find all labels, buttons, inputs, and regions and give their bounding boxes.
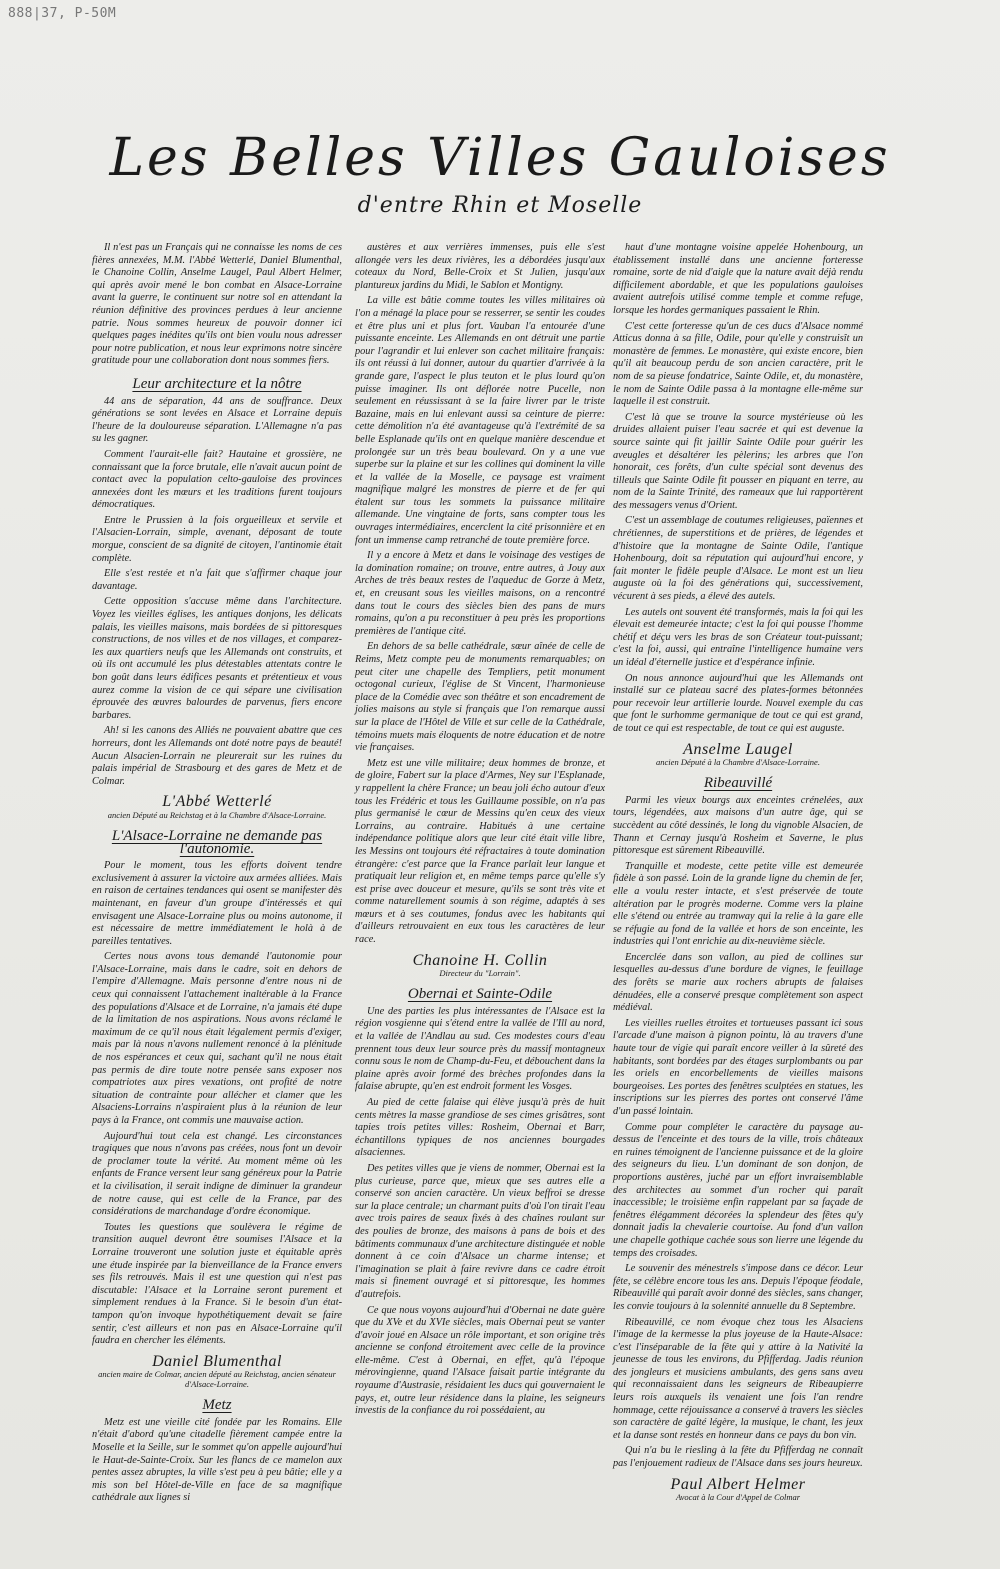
paragraph: Les vieilles ruelles étroites et tortueuses passant ici sous l'arcade d'une maison à pignon pointu, là au travers d'une haute tour de vigie qui paraît encore veiller à la sûreté des habitants, sont bordées par des étages surplombants ou par les oriels en encorbellements de vieilles maisons bourgeoises. Les portes des fenêtres sculptées en statues, les inscriptions sur les pierres des portes ont conservé l'âme d'un passé lointain. bbox=[613, 1017, 863, 1117]
paragraph: Le souvenir des ménestrels s'impose dans ce décor. Leur fête, se célèbre encore tous les ans. Depuis l'époque féodale, Ribeauvillé qui paraît avoir donné des siècles, sans changer, les convie toujours à la solennité annuelle du 8 Septembre. bbox=[613, 1263, 863, 1312]
sainte-odile-article bbox=[613, 242, 863, 736]
paragraph: Metz est une vieille cité fondée par les Romains. Elle n'était d'abord qu'une citadelle fièrement campée entre la Moselle et la Seille, sur le sommet qu'on appelle aujourd'hui le Haut-de-Sainte-Croix. Sur les flancs de ce mamelon aux pentes assez abruptes, la ville s'est peu à peu bâtie; elle y a mis son bel Hôtel-de-Ville en face de sa magnifique cathédrale aux lignes si bbox=[92, 1416, 342, 1504]
paragraph: C'est un assemblage de coutumes religieuses, païennes et chrétiennes, de superstitions et de prières, de légendes et d'histoire que la montagne de Sainte Odile, l'antique Hohenbourg, doit sa réputation qui aujourd'hui encore, y fait monter le fidèle peuple d'Alsace. Le mont est un lieu auguste où la foi des générations qui, successivement, vécurent à ses pieds, a élevé des autels. bbox=[613, 515, 863, 603]
signature-blumenthal: Daniel Blumenthal bbox=[152, 1352, 282, 1370]
intro-paragraph: Il n'est pas un Français qui ne connaisse les noms de ces fières annexées, M.M. l'Abbé Wetterlé, Daniel Blumenthal, le Chanoine Collin, Anselme Laugel, Paul Albert Helmer, qui après avoir mené le bon combat en Alsace-Lorraine avant la guerre, le continuent sur notre sol en attendant la réunion définitive des provinces perdues à leur ancienne patrie. Nous sommes heureux de pouvoir donner ici quelques pages inédites qu'ils ont bien voulu nous adresser pour notre publication, et nous leur exprimons notre sincère gratitude pour une collaboration dont nous sommes fiers. bbox=[92, 242, 342, 367]
section-heading-autonomie: L'Alsace-Lorraine ne demande pas l'autonomie. bbox=[111, 827, 323, 857]
paragraph: Ribeauvillé, ce nom évoque chez tous les Alsaciens l'image de la kermesse la plus joyeuse de la Haute-Alsace: c'est l'inséparable de la fête qui y attire à la Nativité la jeunesse de tous les environs, du Pfifferdag. Jadis réunion des jongleurs et musiciens ambulants, des gens sans aveu qui reconnaissaient dans les seigneurs de Ribeaupierre leurs rois auxquels ils venaient une fois l'an rendre hommage, cette réjouissance a conservé à travers les siècles son caractère de gaîté légère, la musique, le chant, les jeux et la danse sont restés en honneur dans ce pays du bon vin. bbox=[613, 1316, 863, 1441]
column-2 bbox=[355, 242, 605, 1457]
page-subtitle: d'entre Rhin et Moselle bbox=[357, 193, 643, 218]
paragraph: Tranquille et modeste, cette petite ville est demeurée fidèle à son passé. Loin de la grande ligne du chemin de fer, elle a voulu rester intacte, et s'est préservée de toute altération par le progrès moderne. Comme vers la plaine elle s'étend ou entrée au tramway qui la relie à la gare elle se réfugie au fond de la vallée et hors de son enceinte, les industries qui l'ont enrichie au dix-neuvième siècle. bbox=[613, 860, 863, 948]
obernai-article bbox=[355, 1006, 605, 1418]
column-1 bbox=[92, 242, 342, 1504]
signature-role: ancien Député à la Chambre d'Alsace-Lorraine. bbox=[656, 757, 820, 768]
signature-role: ancien Député au Reichstag et à la Chambre d'Alsace-Lorraine. bbox=[107, 809, 327, 820]
signature-collin: Chanoine H. Collin bbox=[412, 951, 548, 969]
signature-role: Avocat à la Cour d'Appel de Colmar bbox=[675, 1492, 801, 1503]
metz-article bbox=[355, 242, 605, 947]
paragraph: Certes nous avons tous demandé l'autonomie pour l'Alsace-Lorraine, mais dans le cadre, soit en dehors de l'empire d'Allemagne. Mais personne d'entre nous ni de ceux qui connaissent l'attachement inaltérable à la France des populations d'Alsace et de Lorraine, n'a jamais été dupe de la limitation de nos aspirations. Nous avons réclamé le maximum de ce qu'il nous était légalement permis d'exiger, mais par là nous n'avons nullement renoncé à la plénitude de nos espérances et ceux qui, sachant qu'il ne nous était pas permis de dire toute notre pensée sans exposer nos compatriotes aux pires vexations, ont profité de notre situation de contrainte pour allécher et clamer que les Alsaciens-Lorrains n'aspiraient plus à la réunion de leur pays à la France, ont commis une mauvaise action. bbox=[92, 951, 342, 1126]
paragraph: Metz est une ville militaire; deux hommes de bronze, et de gloire, Fabert sur la place d'Armes, Ney sur l'Esplanade, y rappellent la chère France; un beau joli écho autour d'eux tous les Frédéric et tous les Guillaume possible, on n'a pas plus germanisé le cœur de Messins qu'en ceux des vieux Lorrains, au contraire. Habitués à une certaine indépendance politique alors que leur cité était ville libre, les Messins ont toujours été réfractaires à toute domination étrangère: c'est parce que la France parlait leur langue et pratiquait leur religion et, en même temps parce qu'elle s'y est prise avec douceur et mesure, qu'ils se sont très vite et comme naturellement soumis à son régime, adaptés à ses mœurs et à ses coutumes, fondus avec les habitants qui d'ailleurs retrouvaient en eux tous les caractères de leur race. bbox=[355, 757, 605, 946]
paragraph: C'est cette forteresse qu'un de ces ducs d'Alsace nommé Atticus donna à sa fille, Odile, pour qu'elle y construisît un monastère de femmes. Le monastère, qui existe encore, bien qu'il ait beaucoup perdu de son ancien caractère, prit le nom de sa pieuse fondatrice, Sainte Odile, et, du monastère, le nom de Sainte Odile passa à la montagne elle-même sur laquelle il est construit. bbox=[613, 320, 863, 408]
paragraph: Ce que nous voyons aujourd'hui d'Obernai ne date guère que du XVe et du XVIe siècles, mais Obernai peut se vanter d'avoir joué en Alsace un rôle important, et son origine très ancienne se confond étroitement avec celle de la province elle-même. C'est à Obernai, en effet, qu'à l'époque mérovingienne, quand l'Alsace faisait partie intégrante du royaume d'Austrasie, résidaient les ducs qui gouvernaient le pays, et, outre leur résidence dans la plaine, les seigneurs investis de la confiance du roi possédaient, au bbox=[355, 1304, 605, 1417]
shelfmark: 888|37, P-50M bbox=[8, 6, 117, 21]
paragraph: Cette opposition s'accuse même dans l'architecture. Voyez les vieilles églises, les antiques donjons, les délicats palais, les vieilles maisons, mais bordées de si pittoresques constructions, de nos villes et de nos villages, et comparez-les aux quartiers neufs que les Allemands ont construits, et où ils ont accumulé les plus détestables attentats contre le bon goût dans leurs édifices pesants et prétentieux et vous aurez comme la vision de ce qui sépare une civilisation éprouvée des œuvres balourdes de parvenus, fiers encore barbares. bbox=[92, 596, 342, 721]
paragraph: Aujourd'hui tout cela est changé. Les circonstances tragiques que nous n'avons pas créées, nous font un devoir de proclamer toute la vérité. Au moment même où les enfants de France versent leur sang généreux pour la Patrie et la civilisation, il serait indigne de diminuer la grandeur de notre cause, qui est celle de la France, par des considérations de marchandage d'ordre économique. bbox=[92, 1130, 342, 1218]
paragraph: Qui n'a bu le riesling à la fête du Pfifferdag ne connaît pas l'enjouement radieux de l'Alsace dans ses jours heureux. bbox=[613, 1445, 863, 1470]
signature-laugel: Anselme Laugel bbox=[683, 740, 793, 758]
paragraph: La ville est bâtie comme toutes les villes militaires où l'on a ménagé la place pour se resserrer, se sentir les coudes et être plus uni et plus fort. Vauban l'a entourée d'une puissante enceinte. Les Allemands en ont détruit une partie pour l'agrandir et lui enlever son cachet militaire français: ils ont réussi à lui donner, autour du quartier d'arrivée à la grande gare, l'aspect le plus teuton et le plus lourd qu'on puisse imaginer. Ils ont déflorée notre Pucelle, non seulement en réussissant à se la faire livrer par le triste Bazaine, mais en lui enlevant aussi sa ceinture de pierre: cette démolition n'a été avantageuse qu'à l'extrémité de sa belle Esplanade qu'ils ont en quelque manière descendue et prolongée sur un très beau boulevard. On y a une vue superbe sur la plaine et sur les collines qui dominent la ville et la vallée de la Moselle, ce paysage est vraiment magnifique malgré les monstres de pierre et de fer qui étalent sur tous les sommets la puissance militaire allemande. Une vingtaine de forts, sans compter tous les ouvrages intermédiaires, encerclent la cité prisonnière et en font un immense camp retranché de toute première force. bbox=[355, 295, 605, 546]
paragraph: austères et aux verrières immenses, puis elle s'est allongée vers les deux rivières, les a débordées jusqu'aux coteaux du Nord, Belle-Croix et St Julien, jusqu'aux plantureux jardins du Midi, le Sablon et Montigny. bbox=[355, 242, 605, 291]
section-heading-architecture: Leur architecture et la nôtre bbox=[132, 375, 302, 392]
paragraph: Des petites villes que je viens de nommer, Obernai est la plus curieuse, parce que, mieux que ses autres elle a conservé son ancien caractère. Un vieux beffroi se dresse sur la place centrale; un charmant puits d'où l'on tirait l'eau avec trois paires de seaux fixés à des chaînes roulant sur des poulies de bronze, des maisons à pans de bois et des bâtiments communaux d'une architecture distinguée et noble donnent à ce coin d'Alsace un charme intense; et l'imagination se plait à faire revivre dans ce cadre étroit mais si finement ouvragé et si pittoresque, les hommes d'autrefois. bbox=[355, 1162, 605, 1300]
paragraph: Comment l'aurait-elle fait? Hautaine et grossière, ne connaissant que la force brutale, elle n'avait aucun point de contact avec la population celto-gauloise des provinces annexées dont les mœurs et les traditions furent toujours démocratiques. bbox=[92, 448, 342, 511]
column-3 bbox=[613, 242, 863, 1503]
paragraph: haut d'une montagne voisine appelée Hohenbourg, un établissement installé dans une ancienne forteresse romaine, sorte de nid d'aigle que la nature avait déjà rendu difficilement abordable, et que les populations gauloises avaient autrefois utilisé comme temple et comme refuge, lorsque les hordes germaniques passaient le Rhin. bbox=[613, 242, 863, 316]
paragraph: Les autels ont souvent été transformés, mais la foi qui les élevait est demeurée intacte; c'est la foi qui pousse l'homme chétif et déçu vers les bras de son Créateur tout-puissant; c'est la foi, aussi, qui entraîne l'intelligence humaine vers un idéal d'éternelle justice et d'espérance infinie. bbox=[613, 606, 863, 668]
signature-role: ancien maire de Colmar, ancien député au Reichstag, ancien sénateur d'Alsace-Lorraine. bbox=[98, 1369, 336, 1390]
paragraph: Ah! si les canons des Alliés ne pouvaient abattre que ces horreurs, dont les Allemands ont doté notre pays de beauté! Aucun Alsacien-Lorrain ne pleurerait sur les ruines du palais impérial de Strasbourg et des gares de Metz et de Colmar. bbox=[92, 725, 342, 787]
paragraph: Toutes les questions que soulèvera le régime de transition auquel devront être soumises l'Alsace et la Lorraine trouveront une solution juste et équitable après une étude inspirée par la bienveillance de la France envers ses fils retrouvés. Mais il est une question qui n'est pas discutable: l'Alsace et la Lorraine seront purement et simplement rendues à la France. Si le besoin d'un état-tampon qu'on invoque hypothétiquement devait se faire sentir, c'est ailleurs et non pas en Alsace-Lorraine qu'il faudra en chercher les éléments. bbox=[92, 1221, 342, 1347]
paragraph: Parmi les vieux bourgs aux enceintes crénelées, aux tours, légendées, aux maisons d'un autre âge, qui se succèdent au côté dessinés, le long du vignoble Alsacien, de Thann et Cernay jusqu'à Rosheim et Saverne, le plus pittoresque est sûrement Ribeauvillé. bbox=[613, 794, 863, 857]
section-heading-ribeauville: Ribeauvillé bbox=[703, 775, 773, 792]
autonomie-article bbox=[92, 860, 342, 1348]
paragraph: En dehors de sa belle cathédrale, sœur aînée de celle de Reims, Metz compte peu de monuments remarquables; on peut citer une chapelle des Templiers, petit monument octogonal curieux, l'église de St Vincent, l'harmonieuse place de la Comédie avec son théâtre et son encadrement de jolies maisons au style si français que l'on remarque aussi sur la place de l'Hôtel de Ville et sur celle de la Cathédrale, témoins muets mais éloquents de notre éducation et de notre vie françaises. bbox=[355, 641, 605, 754]
section-heading-obernai: Obernai et Sainte-Odile bbox=[407, 986, 553, 1003]
ribeauville-article bbox=[613, 795, 863, 1471]
paragraph: 44 ans de séparation, 44 ans de souffrance. Deux générations se sont levées en Alsace et Lorraine depuis l'heure de la douloureuse séparation. L'Allemagne n'a pas su les gagner. bbox=[92, 395, 342, 445]
paragraph: Il y a encore à Metz et dans le voisinage des vestiges de la domination romaine; on trouve, entre autres, à Jouy aux Arches de très beaux restes de l'aqueduc de Gorze à Metz, et, en creusant sous les vieilles maisons, on a rencontré dans tout le cours des siècles bien des pans de murs romains, qu'on a pu reconstituer à peu près les proportions premières de l'antique cité. bbox=[355, 550, 605, 637]
section-heading-metz: Metz bbox=[202, 1397, 232, 1414]
paragraph: Encerclée dans son vallon, au pied de collines sur lesquelles au-dessus d'une bordure de vignes, le feuillage des forêts se marie aux rochers abrupts de falaises dénudées, elle a conservé presque complètement son aspect médiéval. bbox=[613, 951, 863, 1014]
paragraph: Au pied de cette falaise qui élève jusqu'à près de huit cents mètres la masse grandiose de ses cimes grisâtres, sont tapies trois petites villes: Rosheim, Obernai et Barr, échantillons typiques de nos anciennes bourgades alsaciennes. bbox=[355, 1097, 605, 1159]
paragraph: Une des parties les plus intéressantes de l'Alsace est la région vosgienne qui s'étend entre la vallée de l'Ill au nord, et la vallée de l'Andlau au sud. Ces modestes cours d'eau prennent tous deux leur source près du massif montagneux connu sous le nom de Champ-du-Feu, et débouchent dans la plaine après avoir formé des brèches profondes dans la falaise abrupte, qu'en est endroit forment les Vosges. bbox=[355, 1005, 605, 1093]
signature-role: Directeur du "Lorrain". bbox=[439, 968, 521, 979]
page-title: Les Belles Villes Gauloises bbox=[109, 128, 891, 188]
paragraph: C'est là que se trouve la source mystérieuse où les druides allaient puiser l'eau sacrée et qui est devenue la source sainte qui fit jaillir Sainte Odile pour guérir les aveugles et désaltérer les pèlerins; les arbres que l'on honorait, ces forêts, d'un culte spécial sont devenus des tilleuls que Sainte Odile fit pousser en piquant en terre, au nom de la Sainte Trinité, des rameaux que lui rapportèrent des messagers venus d'Orient. bbox=[613, 411, 863, 511]
paragraph: Elle s'est restée et n'a fait que s'affirmer chaque jour davantage. bbox=[92, 568, 342, 592]
architecture-article bbox=[92, 396, 342, 789]
paragraph: Comme pour compléter le caractère du paysage au-dessus de l'enceinte et des tours de la ville, trois châteaux en ruines témoignent de l'ancienne puissance et de la gloire des seigneurs du lieu. L'un dominant de son donjon, de proportions austères, juché par un effort invraisemblable des architectes au sommet d'un rocher qui paraît inaccessible; le troisième enfin rappelant par sa façade de fenêtres élégamment décorées la splendeur des fêtes qu'y donnait jadis la chevalerie courtoise. Au fond d'un vallon une chapelle gothique cachée sous son lierre une légende du temps des croisades. bbox=[613, 1121, 863, 1259]
paragraph: Pour le moment, tous les efforts doivent tendre exclusivement à assurer la victoire aux armées alliées. Mais en raison de certaines tendances qui osent se manifester dès maintenant, en faveur d'un groupe d'intéressés et qui envisagent une Alsace-Lorraine plus ou moins autonome, il est nécessaire de mettre immédiatement le holà à de pareilles tentatives. bbox=[92, 860, 342, 947]
paragraph: Entre le Prussien à la fois orgueilleux et servile et l'Alsacien-Lorrain, simple, avenant, déposant de toute morgue, conscient de sa dignité de citoyen, l'antinomie était complète. bbox=[92, 514, 342, 564]
signature-helmer: Paul Albert Helmer bbox=[670, 1475, 806, 1493]
signature-wetterle: L'Abbé Wetterlé bbox=[162, 793, 272, 811]
paragraph: On nous annonce aujourd'hui que les Allemands ont installé sur ce plateau sacré des plates-formes bétonnées pour recevoir leur artillerie lourde. Nouvel exemple du cas que font le surhomme germanique de tout ce qui est grand, de tout ce qui est respectable, de tout ce qui est auguste. bbox=[613, 672, 863, 734]
